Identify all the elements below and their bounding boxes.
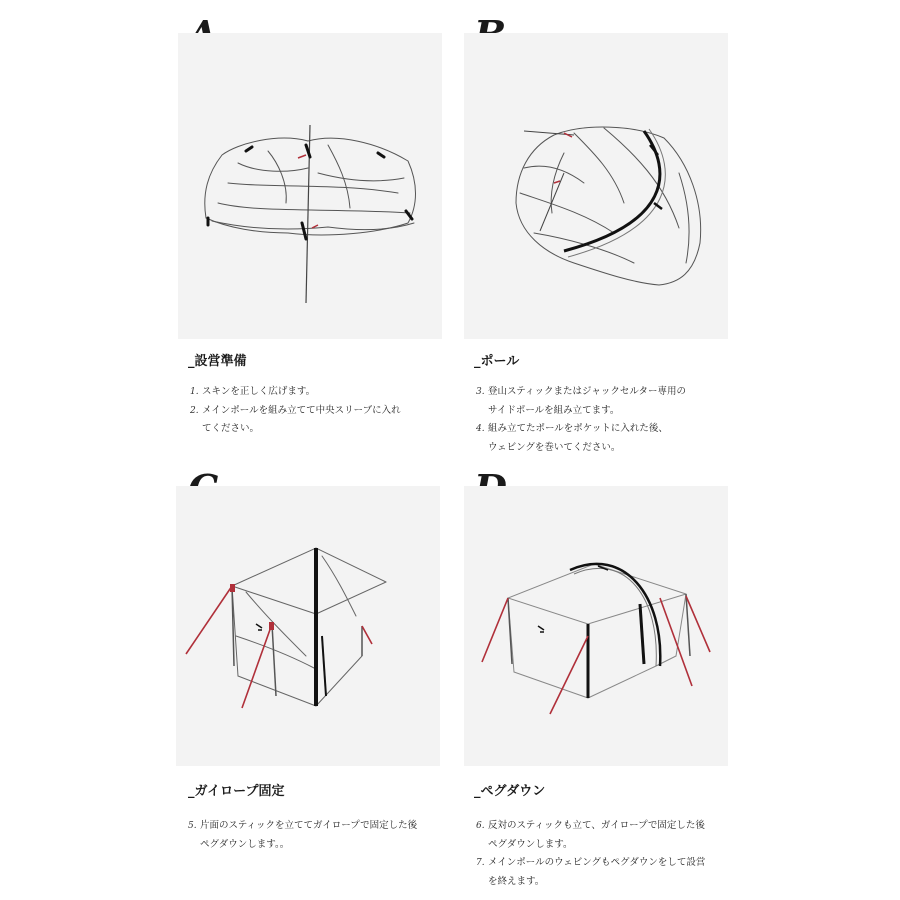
step-text: メインポールのウェビングもペグダウンをして設営 を終えます。: [488, 857, 706, 887]
step-text: 登山スティックまたはジャックセルター専用の サイドポールを組み立てます。: [488, 386, 686, 416]
peg-down-tent-icon: [464, 486, 728, 766]
step-number: 3.: [476, 387, 485, 397]
step-number: 6.: [476, 821, 485, 831]
list-item: [476, 817, 705, 854]
step-number: 5.: [188, 821, 197, 831]
step-number: 7.: [476, 858, 485, 868]
step-list-d: [476, 817, 705, 891]
step-list-b: [476, 383, 686, 457]
step-number: 4.: [476, 424, 485, 434]
step-text: 反対のスティックも立て、ガイロープで固定した後 ペグダウンします。: [488, 820, 705, 850]
illustration-a: [178, 33, 442, 339]
side-pole-arc: [564, 131, 660, 251]
side-pole-insert-icon: [464, 33, 728, 339]
list-item: [190, 402, 401, 439]
list-item: [188, 817, 417, 854]
illustration-b: [464, 33, 728, 339]
section-title-b: _ポール: [474, 354, 520, 369]
list-item: [476, 854, 705, 891]
step-number: 2.: [190, 405, 199, 416]
step-text: メインポールを組み立てて中央スリーブに入れ てください。: [202, 404, 401, 434]
list-item: [190, 383, 401, 402]
list-item: [476, 383, 686, 420]
tent-skin-spread-icon: [178, 33, 442, 339]
list-item: [476, 420, 686, 457]
section-title-d: _ペグダウン: [474, 784, 546, 799]
main-pole-arc: [570, 564, 660, 666]
step-text: 片面のスティックを立ててガイロープで固定した後 ペグダウンします。。: [200, 820, 418, 850]
step-text: 組み立てたポールをポケットに入れた後、 ウェビングを巻いてください。: [488, 423, 668, 453]
section-title-a: _設営準備: [188, 354, 247, 369]
illustration-c: [176, 486, 440, 766]
guy-rope-fixing-icon: [176, 486, 440, 766]
step-text: スキンを正しく広げます。: [202, 386, 316, 397]
illustration-d: [464, 486, 728, 766]
step-list-c: [188, 817, 417, 854]
section-title-c: _ガイロープ固定: [188, 784, 285, 799]
step-number: 1.: [190, 387, 199, 397]
step-list-a: [190, 383, 401, 439]
